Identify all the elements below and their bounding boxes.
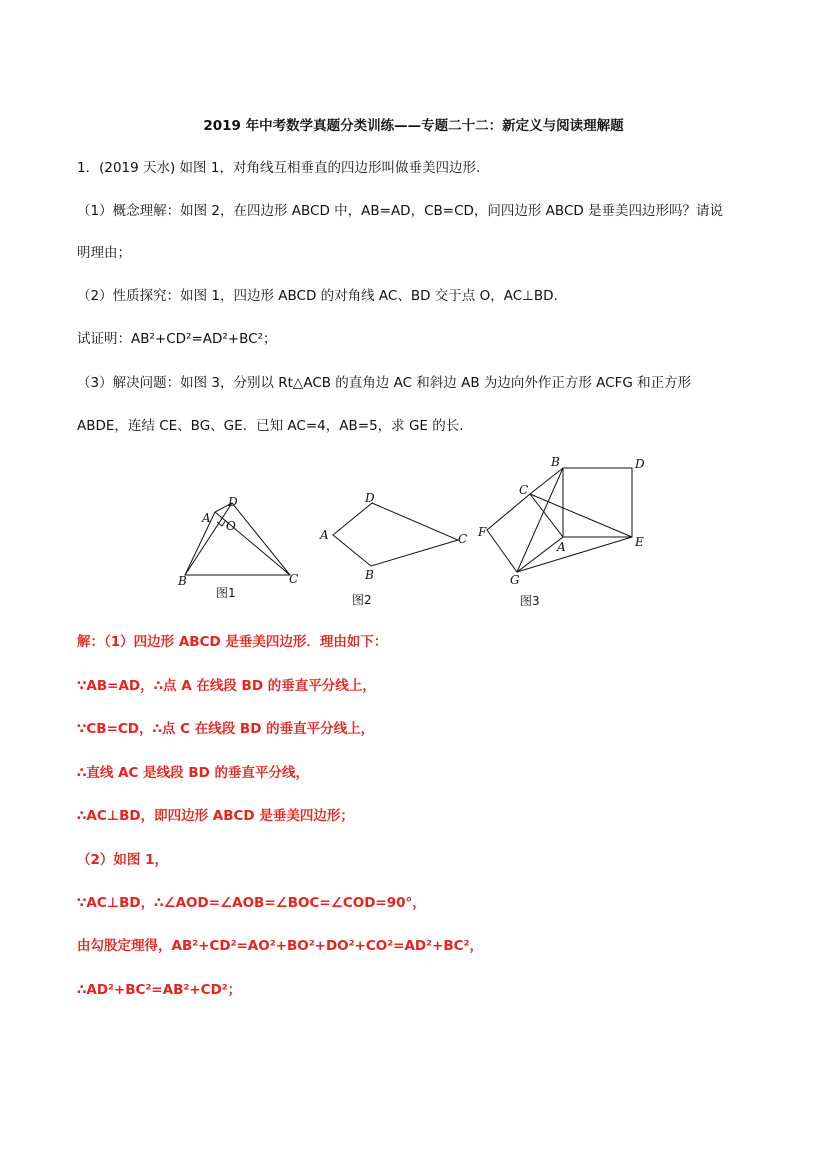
solution-line-9: ∴AD²+BC²=AB²+CD²； [77, 982, 242, 998]
question-part3-line1: （3）解决问题：如图 3，分别以 Rt△ACB 的直角边 AC 和斜边 AB 为边向外作正方形 ACFG 和正方形 [77, 375, 692, 391]
fig1-label-b: B [178, 574, 187, 588]
fig1-quadrilateral [185, 503, 290, 575]
fig3-label-c: C [519, 483, 529, 497]
question-part2-line2: 试证明：AB²+CD²=AD²+BC²； [77, 331, 277, 347]
solution-line-7: ∵AC⊥BD，∴∠AOD=∠AOB=∠BOC=∠COD=90°， [77, 895, 426, 911]
fig1-label-o: O [226, 519, 236, 533]
fig2-caption: 图2 [352, 593, 372, 607]
fig3-label-g: G [510, 573, 520, 587]
fig1-label-a: A [202, 511, 211, 525]
fig3-label-f: F [478, 525, 487, 539]
fig1-label-d: D [228, 495, 238, 509]
solution-line-2: ∵AB=AD，∴点 A 在线段 BD 的垂直平分线上， [77, 678, 376, 694]
fig3-caption: 图3 [520, 594, 540, 608]
fig2-label-c: C [458, 532, 468, 546]
fig3-segment-ce [530, 494, 632, 537]
solution-line-1: 解：（1）四边形 ABCD 是垂美四边形．理由如下： [77, 634, 388, 650]
fig2-label-d: D [365, 491, 375, 505]
fig3-label-a: A [557, 540, 566, 554]
question-part3-line2: ABDE，连结 CE、BG、GE．已知 AC=4，AB=5，求 GE 的长. [77, 418, 464, 434]
fig2-label-a: A [320, 528, 329, 542]
solution-line-8: 由勾股定理得，AB²+CD²=AO²+BO²+DO²+CO²=AD²+BC²， [77, 938, 483, 954]
question-intro: 1．(2019 天水) 如图 1，对角线互相垂直的四边形叫做垂美四边形. [77, 160, 481, 176]
fig3-side-cb [530, 468, 563, 494]
fig2-kite [333, 503, 458, 566]
question-part1-line2: 明理由； [77, 245, 131, 261]
fig1-caption: 图1 [216, 586, 236, 600]
fig1-label-c: C [289, 572, 299, 586]
solution-line-3: ∵CB=CD，∴点 C 在线段 BD 的垂直平分线上， [77, 721, 375, 737]
page-title: 2019 年中考数学真题分类训练——专题二十二：新定义与阅读理解题 [203, 118, 624, 134]
question-part1-line1: （1）概念理解：如图 2，在四边形 ABCD 中，AB=AD，CB=CD，问四边形 ABCD 是垂美四边形吗？请说 [77, 203, 724, 219]
figure-3 [475, 452, 655, 614]
fig3-label-e: E [635, 535, 644, 549]
solution-line-6: （2）如图 1， [77, 852, 168, 868]
fig3-square-abde [563, 468, 632, 537]
fig2-label-b: B [365, 568, 374, 582]
figure-2 [315, 488, 475, 613]
solution-line-4: ∴直线 AC 是线段 BD 的垂直平分线， [77, 765, 310, 781]
solution-line-5: ∴AC⊥BD，即四边形 ABCD 是垂美四边形； [77, 808, 354, 824]
fig3-square-acfg [487, 494, 563, 572]
fig1-right-angle-mark [217, 520, 226, 526]
question-part2-line1: （2）性质探究：如图 1，四边形 ABCD 的对角线 AC、BD 交于点 O，AC⊥BD. [77, 288, 558, 304]
fig3-segment-ge [517, 537, 632, 572]
fig3-label-b: B [551, 455, 560, 469]
fig3-label-d: D [635, 457, 645, 471]
figure-1 [170, 490, 310, 605]
